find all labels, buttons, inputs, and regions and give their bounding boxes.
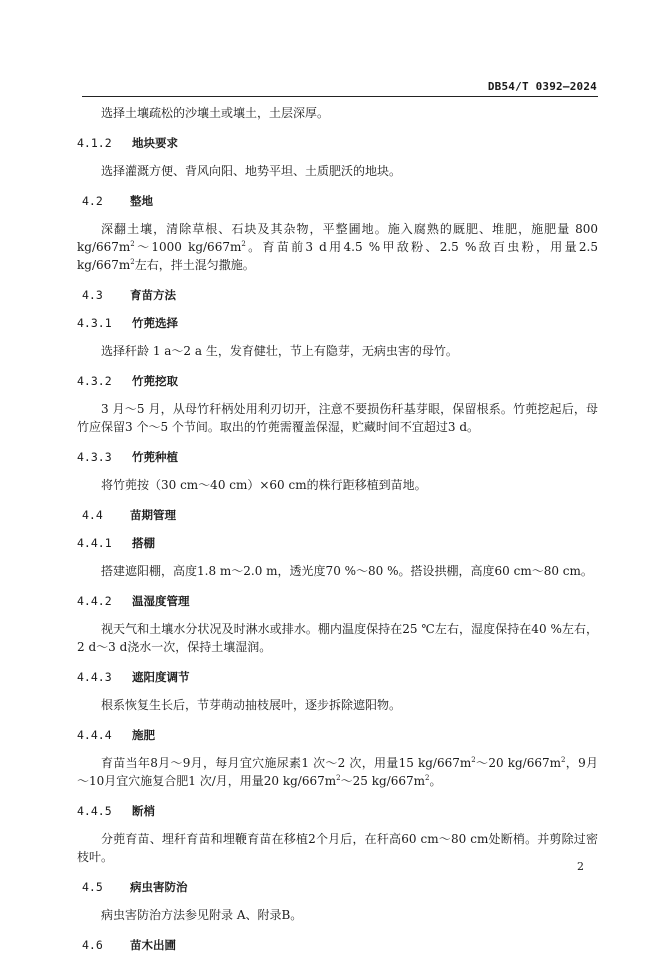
section-number: 4.3.2 [77,374,112,388]
section-heading [77,134,598,152]
section-title: 遮阳度调节 [132,670,190,684]
section-title: 苗期管理 [130,508,176,522]
section-heading [77,726,598,744]
section-heading [77,372,598,390]
section-title: 断梢 [132,804,155,818]
section-number: 4.6 [82,938,103,952]
paragraph: 视天气和土壤水分状况及时淋水或排水。棚内温度保持在25 ℃左右，湿度保持在40 %左右，2 d～3 d浇水一次，保持土壤湿润。 [77,622,598,654]
section-heading [77,668,598,686]
section-title: 整地 [130,194,153,208]
section-title: 竹蔸挖取 [132,374,178,388]
paragraph: 3 月～5 月，从母竹秆柄处用利刃切开，注意不要损伤秆基芽眼，保留根系。竹蔸挖起后，母竹应保留3 个～5 个节间。取出的竹蔸需覆盖保湿，贮藏时间不宜超过3 d。 [77,402,598,434]
section-number: 4.4.3 [77,670,112,684]
section-heading [77,802,598,820]
section-number: 4.4 [82,508,103,522]
section-heading [77,506,598,524]
section-number: 4.4.5 [77,804,112,818]
section-title: 病虫害防治 [130,880,188,894]
section-heading [77,936,598,954]
section-number: 4.3.1 [77,316,112,330]
section-number: 4.1.2 [77,136,112,150]
section-number: 4.4.1 [77,536,112,550]
paragraph: 选择灌溉方便、背风向阳、地势平坦、土质肥沃的地块。 [101,164,402,178]
section-heading [77,592,598,610]
section-title: 地块要求 [132,136,178,150]
section-number: 4.2 [82,194,103,208]
paragraph: 育苗当年8月～9月，每月宜穴施尿素1 次～2 次，用量15 $kg/667m^2\sim 20$ $kg/667m^2$，9月～10月宜穴施复合肥1 次/月，用量20 $kg/667m^2\sim 25$ $kg/667m^2$。 [77,756,598,788]
paragraph: 病虫害防治方法参见附录 A、附录B。 [101,908,303,922]
section-number: 4.3 [82,288,103,302]
paragraph: 选择秆龄 1 a～2 a 生，发育健壮，节上有隐芽，无病虫害的母竹。 [101,344,458,358]
section-number: 4.4.4 [77,728,112,742]
header-rule [82,96,598,97]
section-number: 4.3.3 [77,450,112,464]
section-title: 施肥 [132,728,155,742]
section-heading [77,878,598,896]
section-title: 苗木出圃 [130,938,176,952]
section-number: 4.4.2 [77,594,112,608]
page-number: 2 [577,860,584,873]
section-title: 温湿度管理 [132,594,190,608]
paragraph: 将竹蔸按（30 cm～40 cm）×60 cm的株行距移植到苗地。 [101,478,427,492]
section-title: 搭棚 [132,536,155,550]
section-heading [77,314,598,332]
section-heading [77,192,598,210]
section-title: 育苗方法 [130,288,176,302]
section-heading [77,448,598,466]
section-heading [77,286,598,304]
paragraph: 分蔸育苗、埋秆育苗和埋鞭育苗在移植2个月后，在秆高60 cm～80 cm处断梢。并剪除过密枝叶。 [77,832,598,864]
section-heading [77,534,598,552]
paragraph: 搭建遮阳棚，高度1.8 m～2.0 m，透光度70 %～80 %。搭设拱棚，高度60 cm～80 cm。 [101,564,593,578]
section-number: 4.5 [82,880,103,894]
document-body [77,104,598,954]
paragraph: 选择土壤疏松的沙壤土或壤土，土层深厚。 [101,106,330,120]
section-title: 竹蔸选择 [132,316,178,330]
section-title: 竹蔸种植 [132,450,178,464]
paragraph: 根系恢复生长后，节芽萌动抽枝展叶，逐步拆除遮阳物。 [101,698,402,712]
paragraph: 深翻土壤，清除草根、石块及其杂物，平整圃地。施入腐熟的厩肥、堆肥，施肥量 800 $kg/667m^2\sim 1000$ $kg/667m^2$。育苗前3 d用4.5 %甲敌粉、2.5 %敌百虫粉，用量2.5 $kg/667m^2$左右，拌土混匀撒施。 [77,222,598,272]
document-code: DB54/T 0392—2024 [487,80,597,93]
